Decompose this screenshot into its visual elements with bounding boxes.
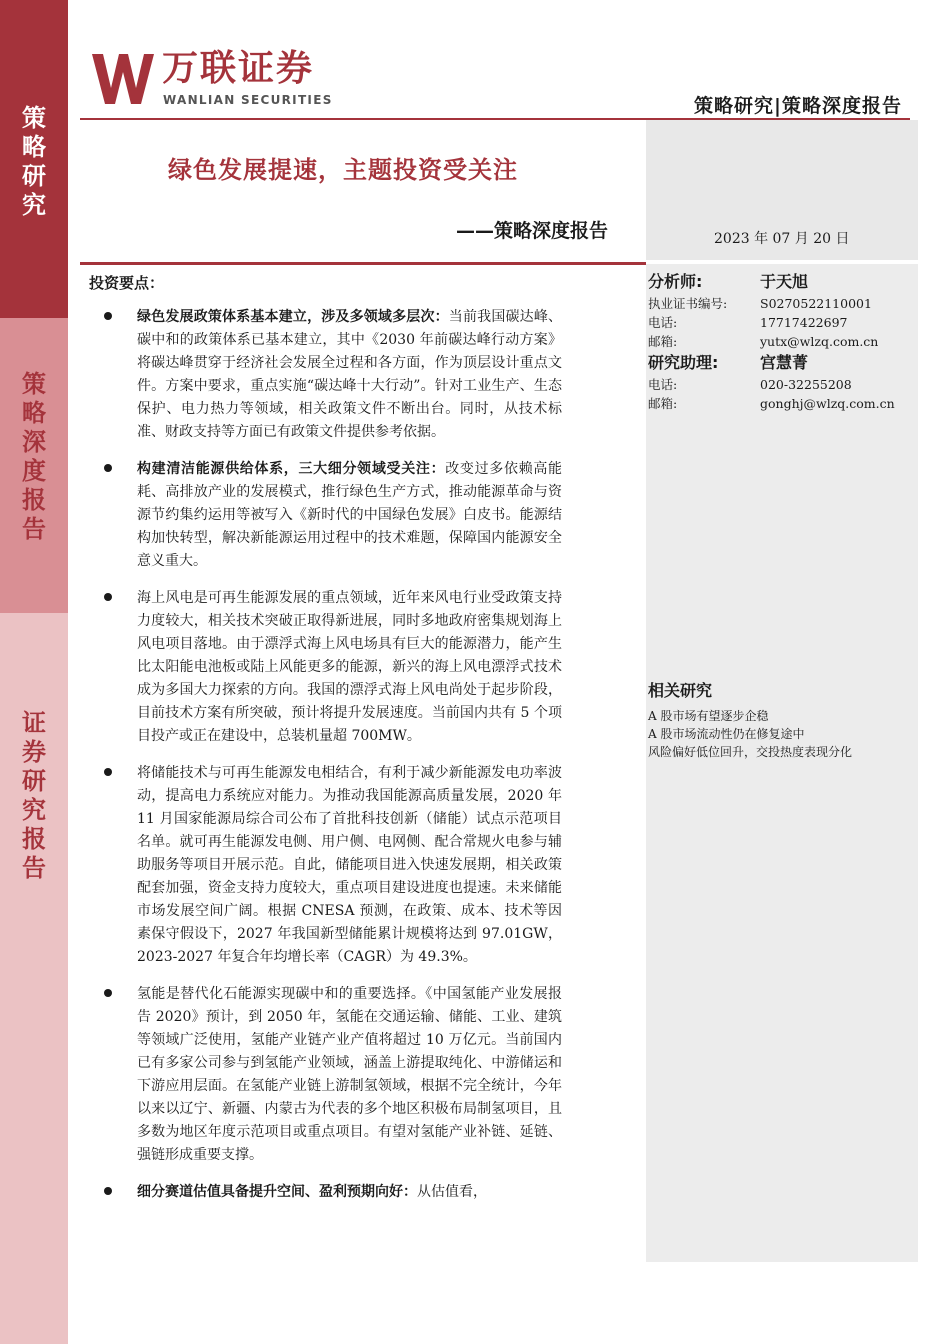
email2-label: 邮箱: [648, 396, 678, 411]
investment-highlights-list [100, 306, 562, 1218]
highlight-lead: 构建清洁能源供给体系，三大细分领域受关注： [137, 461, 446, 477]
highlight-text: 改变过多依赖高能耗、高排放产业的发展模式，推行绿色生产方式，推动能源革命与资源节约集约运用等被写入《新时代的中国绿色发展》白皮书。能源结构加快转型，解决新能源运用过程中的技术难题，保障国内能源安全意义重大。 [137, 461, 562, 569]
phone-label: 电话: [648, 315, 678, 330]
sidebar-section-deep-report [0, 318, 68, 613]
cert-row [648, 294, 910, 313]
highlight-text: 当前我国碳达峰、碳中和的政策体系已基本建立，其中《2030 年前碳达峰行动方案》将碳达峰贯穿于经济社会发展全过程和各方面，作为顶层设计重点文件。方案中要求，重点实施“碳达峰十大行动”。针对工业生产、生态保护、电力热力等领域，相关政策文件不断出台。同时，从技术标准、财政支持等方面已有政策文件提供参考依据。 [137, 309, 563, 440]
highlight-text: 氢能是替代化石能源实现碳中和的重要选择。《中国氢能产业发展报告 2020》预计，到 2050 年，氢能在交通运输、储能、工业、建筑等领域广泛使用，氢能产业链产业产值将超过 10 万亿元。当前国内已有多家公司参与到氢能产业领域，涵盖上游提取纯化、中游储运和下游应用层面。在氢能产业链上游制氢领域，根据不完全统计，今年以来以辽宁、新疆、内蒙古为代表的多个地区积极布局制氢项目，且多数为地区年度示范项目或重点项目。有望对氢能产业补链、延链、强链形成重要支撑。 [137, 986, 562, 1163]
bullet-dot-icon [104, 1187, 112, 1195]
highlight-item [100, 587, 562, 748]
assistant-row [648, 351, 910, 375]
phone2-row [648, 375, 910, 394]
bullet-dot-icon [104, 768, 112, 776]
related-research-heading: 相关研究 [648, 681, 713, 700]
highlight-text: 将储能技术与可再生能源发电相结合，有利于减少新能源发电功率波动，提高电力系统应对能力。为推动我国能源高质量发展，2020 年 11 月国家能源局综合司公布了首批科技创新（储能）试点示范项目名单。就可再生能源发电侧、用户侧、电网侧、配合常规火电参与辅助服务等项目开展示范。自此，储能项目进入快速发展期，相关政策配套加强，资金支持力度较大，重点项目建设进度也提速。未来储能市场发展空间广阔。根据 CNESA 预测，在政策、成本、技术等因素保守假设下，2027 年我国新型储能累计规模将达到 97.01GW，2023-2027 年复合年均增长率（CAGR）为 49.3%。 [137, 765, 562, 965]
bullet-dot-icon [104, 593, 112, 601]
report-type-label: 策略研究|策略深度报告 [694, 95, 902, 117]
phone-row [648, 313, 910, 332]
highlight-text: 海上风电是可再生能源发展的重点领域，近年来风电行业受政策支持力度较大，相关技术突破正取得新进展，同时多地政府密集规划海上风电项目落地。由于漂浮式海上风电场具有巨大的能源潜力，能产生比太阳能电池板或陆上风能更多的能源，新兴的海上风电漂浮式技术成为多国大力探索的方向。我国的漂浮式海上风电尚处于起步阶段，目前技术方案有所突破，预计将提升发展速度。当前国内共有 5 个项目投产或正在建设中，总装机量超 700MW。 [137, 590, 562, 744]
sidebar-label-securities-report: 证 券 研 究 报 告 [22, 709, 46, 882]
analyst-row [648, 270, 910, 294]
highlight-item [100, 458, 562, 573]
sidebar-label-strategy-research: 策 略 研 究 [22, 104, 46, 219]
analyst-panel-background [646, 264, 918, 1262]
email2-row [648, 394, 910, 413]
phone2-label: 电话: [648, 377, 678, 392]
analyst-name: 于天旭 [760, 272, 809, 291]
related-research-link[interactable]: A 股市场有望逐步企稳 [648, 709, 769, 723]
email-row [648, 332, 910, 351]
sidebar-section-strategy-research [0, 0, 68, 318]
highlight-item [100, 983, 562, 1167]
report-date: 2023 年 07 月 20 日 [714, 231, 850, 247]
highlight-text: 从估值看， [417, 1184, 487, 1200]
highlight-item [100, 1181, 562, 1204]
assistant-label: 研究助理: [648, 353, 719, 372]
sidebar-section-securities-report [0, 613, 68, 1344]
report-subtitle: ——策略深度报告 [456, 220, 609, 242]
phone-value: 17717422697 [760, 315, 848, 330]
highlight-lead: 细分赛道估值具备提升空间、盈利预期向好： [137, 1184, 417, 1200]
analyst-info [648, 270, 910, 413]
email2-link[interactable]: gonghj@wlzq.com.cn [760, 396, 895, 411]
highlight-item [100, 306, 562, 444]
phone2-value: 020-32255208 [760, 377, 852, 392]
bullet-dot-icon [104, 464, 112, 472]
email-link[interactable]: yutx@wlzq.com.cn [760, 334, 879, 349]
cert-value: S0270522110001 [760, 296, 872, 311]
report-title: 绿色发展提速，主题投资受关注 [168, 156, 518, 184]
analyst-label: 分析师: [648, 272, 703, 291]
sidebar-label-deep-report: 策 略 深 度 报 告 [22, 370, 46, 543]
cert-label: 执业证书编号: [648, 296, 728, 311]
bullet-dot-icon [104, 312, 112, 320]
related-research-link[interactable]: 风险偏好低位回升，交投热度表现分化 [648, 745, 853, 759]
related-research-link[interactable]: A 股市场流动性仍在修复途中 [648, 727, 805, 741]
wanlian-logo-icon [92, 54, 154, 104]
related-research [648, 678, 910, 761]
email-label: 邮箱: [648, 334, 678, 349]
title-divider [80, 262, 646, 265]
highlight-item [100, 762, 562, 969]
investment-highlights-heading: 投资要点： [89, 274, 165, 292]
logo-company-name: 万联证券 [162, 48, 315, 89]
assistant-name: 宫慧菁 [760, 353, 809, 372]
logo-company-name-en: WANLIAN SECURITIES [163, 93, 333, 107]
highlight-lead: 绿色发展政策体系基本建立，涉及多领域多层次： [137, 309, 449, 325]
bullet-dot-icon [104, 989, 112, 997]
